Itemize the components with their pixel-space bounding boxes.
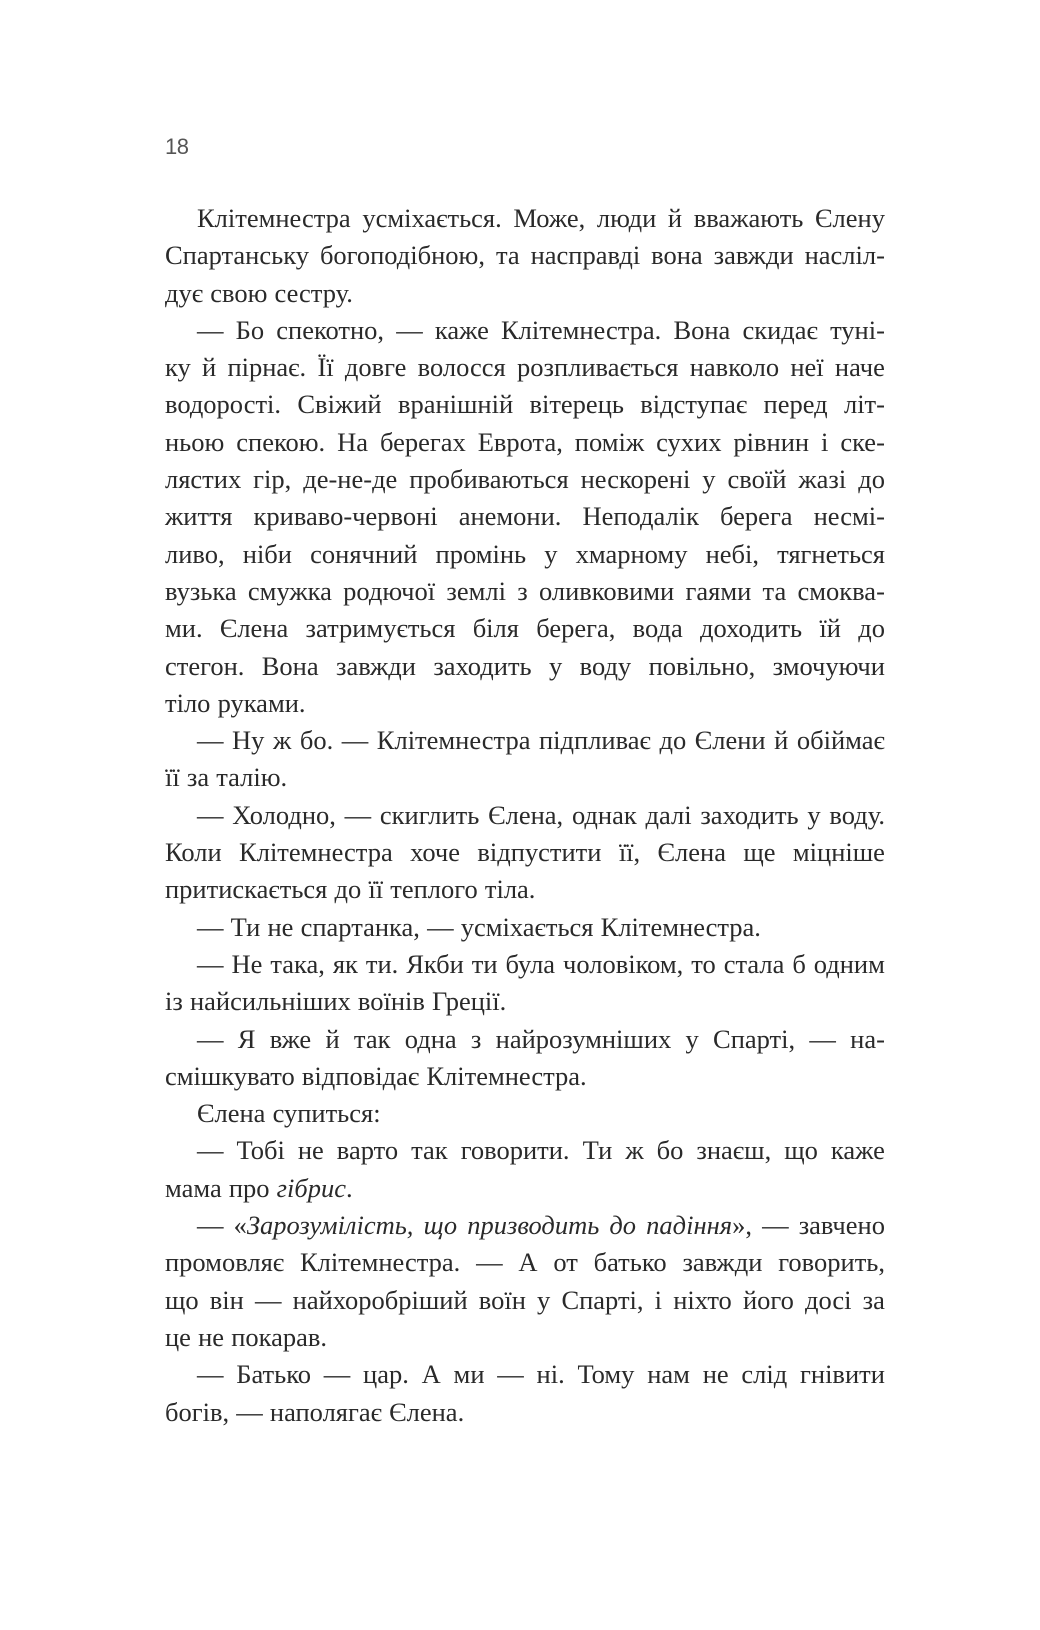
word: тіла.	[484, 874, 536, 905]
word: Клітемнестра.	[600, 911, 761, 942]
word: він	[209, 1284, 244, 1315]
word: варто	[336, 1135, 399, 1166]
text-line	[165, 685, 885, 722]
word: воду.	[829, 799, 885, 830]
text-line	[165, 871, 885, 908]
word: наче	[834, 352, 885, 383]
word: люди	[596, 203, 657, 233]
text-line	[165, 498, 885, 535]
word: говорити.	[460, 1135, 570, 1166]
word: тіло	[165, 687, 211, 718]
word: і	[821, 426, 829, 457]
word: до	[334, 874, 362, 905]
word: супиться:	[272, 1098, 381, 1129]
word: не	[297, 1135, 324, 1166]
word: родючої	[343, 575, 436, 606]
word: воїнів	[357, 986, 425, 1017]
word: насліл-	[804, 240, 885, 271]
word: з	[470, 1023, 482, 1054]
text-line	[165, 275, 885, 312]
word: каже	[830, 1135, 885, 1166]
word: Єлена	[219, 613, 289, 644]
word: —	[197, 948, 224, 979]
word: до	[659, 725, 687, 756]
word: Єлена,	[488, 799, 564, 830]
word: воду	[579, 650, 632, 681]
word: Ти	[230, 911, 261, 942]
word: Я	[237, 1023, 256, 1054]
word: заходить	[700, 799, 799, 830]
text-line	[165, 1021, 885, 1058]
word: повільно,	[648, 650, 756, 681]
word: Клітемнестра	[239, 837, 393, 868]
word: оливковими	[538, 575, 675, 606]
word: сестру.	[274, 277, 353, 308]
word: Клітемнестра	[376, 725, 531, 756]
word: ми.	[165, 613, 203, 644]
word: ку	[165, 352, 191, 383]
text-line	[165, 610, 885, 647]
word: водорості.	[165, 389, 282, 420]
word: богоподібною,	[319, 240, 485, 271]
word: туні-	[830, 314, 885, 345]
text-line	[165, 424, 885, 461]
word: бо.	[299, 725, 334, 756]
word: неї	[790, 352, 824, 383]
word: землі	[446, 575, 506, 606]
word: —	[197, 1359, 224, 1390]
word: насправді	[530, 240, 641, 271]
word: так	[353, 1023, 391, 1054]
word: гаями	[685, 575, 752, 606]
word: ніхто	[673, 1284, 732, 1315]
word: Єлени	[694, 725, 766, 756]
word: відповідає	[301, 1060, 420, 1091]
word: Неподалік	[582, 501, 699, 532]
word: завжди	[336, 650, 416, 681]
word: затримується	[305, 613, 456, 644]
word: хоче	[410, 837, 460, 868]
word: усміхається	[460, 911, 594, 942]
word: —	[236, 1396, 263, 1427]
word: ми	[453, 1359, 485, 1390]
word: не	[198, 1321, 225, 1352]
word: сонячний	[310, 538, 418, 569]
word: у	[544, 538, 558, 569]
word: вітерець	[529, 389, 624, 420]
word: небі,	[705, 538, 759, 569]
text-line	[165, 1132, 885, 1169]
word: скиглить	[379, 799, 480, 830]
word: біля	[472, 613, 519, 644]
word: Ти	[582, 1135, 613, 1166]
word: А	[421, 1359, 441, 1390]
word: талію.	[216, 762, 288, 793]
text-line	[165, 722, 885, 759]
word: промінь	[435, 538, 527, 569]
word: літ-	[843, 389, 885, 420]
body-text	[165, 200, 885, 1431]
word: —	[197, 799, 224, 830]
word: вона	[651, 240, 703, 271]
word: смоква-	[797, 575, 885, 606]
text-line	[165, 1207, 885, 1244]
text-line	[165, 1095, 885, 1132]
word: змочуючи	[772, 650, 885, 681]
word: мама	[165, 1172, 222, 1203]
text-line	[165, 1170, 885, 1207]
word: не	[267, 911, 294, 942]
text-line	[165, 461, 885, 498]
word: бо	[656, 1135, 684, 1166]
word: за	[186, 762, 210, 793]
word: б	[792, 948, 806, 979]
word: покарав.	[231, 1321, 328, 1352]
word: була	[505, 948, 556, 979]
text-line	[165, 1394, 885, 1431]
word: відступає	[640, 389, 748, 420]
word: Не	[231, 948, 263, 979]
word: у	[702, 464, 716, 495]
word: призводить	[467, 1210, 600, 1241]
word: —	[197, 1210, 224, 1241]
word: говорить,	[778, 1247, 885, 1278]
text-line	[165, 573, 885, 610]
word: у	[685, 1023, 699, 1054]
word: підпливає	[539, 725, 651, 756]
word: то	[691, 948, 716, 979]
word: обіймає	[796, 725, 885, 756]
word: довге	[344, 352, 407, 383]
word: Може,	[513, 203, 586, 233]
word: у	[549, 650, 563, 681]
word: пірнає.	[227, 352, 307, 383]
word: спекою.	[236, 426, 326, 457]
word: смужка	[247, 575, 332, 606]
word: і	[654, 1284, 663, 1315]
word: ж	[625, 1135, 644, 1166]
word: Єлена.	[389, 1396, 465, 1427]
word: Клітемнестра	[197, 203, 351, 233]
word: Коли	[165, 837, 222, 868]
word: ньою	[165, 426, 225, 457]
word: Клітемнестра.	[299, 1247, 461, 1278]
word: доходить	[700, 613, 803, 644]
word: хмарному	[575, 538, 688, 569]
word: й	[325, 1023, 340, 1054]
word: з	[517, 575, 528, 606]
word: —	[255, 1284, 282, 1315]
word: як	[332, 948, 358, 979]
word: їй	[819, 613, 841, 644]
word: Спарті,	[713, 1023, 796, 1054]
word: усміхається.	[362, 203, 502, 233]
word: Тому	[577, 1359, 635, 1390]
word: спекотно,	[276, 314, 385, 345]
text-line	[165, 648, 885, 685]
text-line	[165, 1244, 885, 1281]
word: відпустити	[477, 837, 602, 868]
text-line	[165, 983, 885, 1020]
word: Еврота,	[477, 426, 563, 457]
word: Бо	[235, 314, 265, 345]
text-line	[165, 1058, 885, 1095]
word: розпливається	[517, 352, 679, 383]
word: до	[858, 613, 885, 644]
word: берега	[720, 501, 793, 532]
word: її	[165, 762, 180, 793]
word: із	[165, 986, 183, 1017]
word: Якби	[406, 948, 464, 979]
word: —	[396, 314, 423, 345]
word: не	[702, 1359, 729, 1390]
word: ні.	[536, 1359, 565, 1390]
text-line	[165, 349, 885, 386]
word: Вона	[261, 650, 319, 681]
word: Єлену	[815, 203, 885, 233]
word: —	[197, 1135, 224, 1166]
word: досі	[805, 1284, 852, 1315]
word: за	[862, 1284, 885, 1315]
word: Клітемнестра.	[426, 1060, 587, 1091]
word: ти	[471, 948, 498, 979]
text-line	[165, 1319, 885, 1356]
word: —	[323, 1359, 351, 1390]
word: несмі-	[813, 501, 885, 532]
word: знаєш,	[696, 1135, 772, 1166]
word: воїн	[478, 1284, 526, 1315]
word: вранішній	[397, 389, 514, 420]
word: —	[341, 725, 369, 756]
word: наполягає	[269, 1396, 382, 1427]
page-number: 18	[165, 134, 189, 159]
word: що	[423, 1210, 458, 1241]
word: каже	[434, 314, 489, 345]
word: одна	[404, 1023, 457, 1054]
word: завжди	[682, 1247, 763, 1278]
word: й	[202, 352, 217, 383]
word: однак	[571, 799, 637, 830]
word: Батько	[236, 1359, 312, 1390]
text-line	[165, 237, 885, 274]
word: Вона	[673, 314, 731, 345]
word: ніби	[242, 538, 292, 569]
word: життя	[165, 501, 233, 532]
word: у	[537, 1284, 551, 1315]
word: гір,	[253, 464, 292, 495]
word: вузька	[165, 575, 237, 606]
word: —	[497, 1359, 524, 1390]
word: міцніше	[792, 837, 885, 868]
word: гнівити	[800, 1359, 885, 1390]
word: заходить	[433, 650, 532, 681]
word: смішкувато	[165, 1060, 295, 1091]
word: своїй	[727, 464, 787, 495]
word: цар.	[363, 1359, 409, 1390]
word: та	[495, 240, 520, 271]
word: завжди	[713, 240, 794, 271]
text-line	[165, 386, 885, 423]
word: пробиваються	[409, 464, 569, 495]
word: її,	[618, 837, 641, 868]
word: теплого	[390, 874, 478, 905]
word: А	[518, 1247, 538, 1278]
word: анемони.	[458, 501, 562, 532]
word: до	[858, 464, 885, 495]
word: так	[411, 1135, 448, 1166]
word: Спартанську	[165, 240, 309, 271]
word: от	[553, 1247, 578, 1278]
word: падіння»,	[646, 1210, 752, 1241]
word: найсильніших	[189, 986, 351, 1017]
word: —	[427, 911, 454, 942]
word: завчено	[798, 1210, 885, 1241]
word: Клітемнестра.	[501, 314, 662, 345]
word: слід	[741, 1359, 788, 1390]
word: вода	[632, 613, 683, 644]
word: до	[609, 1210, 637, 1241]
word: скидає	[742, 314, 818, 345]
word: дує	[165, 277, 204, 308]
word: берега,	[536, 613, 616, 644]
word: жазі	[798, 464, 847, 495]
word: —	[197, 314, 224, 345]
word: найхоробріший	[292, 1284, 468, 1315]
word: далі	[645, 799, 692, 830]
word: про	[228, 1172, 270, 1203]
word: поміж	[574, 426, 645, 457]
word: рівнин	[733, 426, 810, 457]
word: Єлена	[657, 837, 726, 868]
word: стала	[723, 948, 785, 979]
word: —	[197, 725, 224, 756]
word: промовляє	[165, 1247, 285, 1278]
word: —	[762, 1210, 789, 1241]
word: —	[476, 1247, 503, 1278]
word: на-	[850, 1023, 885, 1054]
word: нам	[647, 1359, 690, 1390]
word: сухих	[656, 426, 722, 457]
word: —	[344, 799, 372, 830]
text-line	[165, 1356, 885, 1393]
word: ж	[272, 725, 292, 756]
word: свою	[210, 277, 268, 308]
word: ске-	[840, 426, 885, 457]
word: ти.	[365, 948, 399, 979]
text-line	[165, 834, 885, 871]
word: навколо	[689, 352, 780, 383]
text-line	[165, 200, 885, 237]
word: Греції.	[432, 986, 507, 1017]
word: лястих	[165, 464, 242, 495]
word: вже	[269, 1023, 312, 1054]
word: Її	[317, 352, 334, 383]
word: вважають	[693, 203, 804, 233]
word: й	[774, 725, 789, 756]
text-line	[165, 759, 885, 796]
word: криваво-червоні	[253, 501, 438, 532]
word: така,	[270, 948, 325, 979]
word: стегон.	[165, 650, 245, 681]
text-line	[165, 909, 885, 946]
text-line	[165, 1282, 885, 1319]
word: Свіжий	[297, 389, 382, 420]
word: На	[337, 426, 369, 457]
word: й	[667, 203, 683, 233]
word: спартанка,	[300, 911, 420, 942]
word: перед	[763, 389, 828, 420]
word: батько	[593, 1247, 667, 1278]
word: Ну	[232, 725, 265, 756]
word: та	[762, 575, 787, 606]
text-line	[165, 797, 885, 834]
word: одним	[813, 948, 885, 979]
word: нескорені	[580, 464, 691, 495]
text-line	[165, 312, 885, 349]
word: руками.	[217, 687, 306, 718]
word: —	[197, 911, 224, 942]
word: притискається	[165, 874, 328, 905]
word: ще	[743, 837, 776, 868]
word: Тобі	[236, 1135, 285, 1166]
word: волосся	[417, 352, 506, 383]
word: —	[197, 1023, 224, 1054]
word: у	[807, 799, 821, 830]
word: найрозумніших	[495, 1023, 672, 1054]
text-line	[165, 536, 885, 573]
word: богів,	[165, 1396, 230, 1427]
word: гібрис.	[276, 1172, 353, 1203]
word: де-не-де	[303, 464, 398, 495]
word: чоловіком,	[563, 948, 684, 979]
word: Спарті,	[561, 1284, 644, 1315]
word: що	[165, 1284, 199, 1315]
word: тягнеться	[777, 538, 885, 569]
text-line	[165, 946, 885, 983]
word: «Зарозумілість,	[233, 1210, 414, 1241]
word: —	[809, 1023, 836, 1054]
word: її	[368, 874, 384, 905]
word: берегах	[379, 426, 466, 457]
word: це	[165, 1321, 191, 1352]
word: що	[784, 1135, 818, 1166]
word: Холодно,	[232, 799, 336, 830]
word: ливо,	[165, 538, 225, 569]
word: його	[742, 1284, 794, 1315]
word: Єлена	[197, 1098, 266, 1129]
